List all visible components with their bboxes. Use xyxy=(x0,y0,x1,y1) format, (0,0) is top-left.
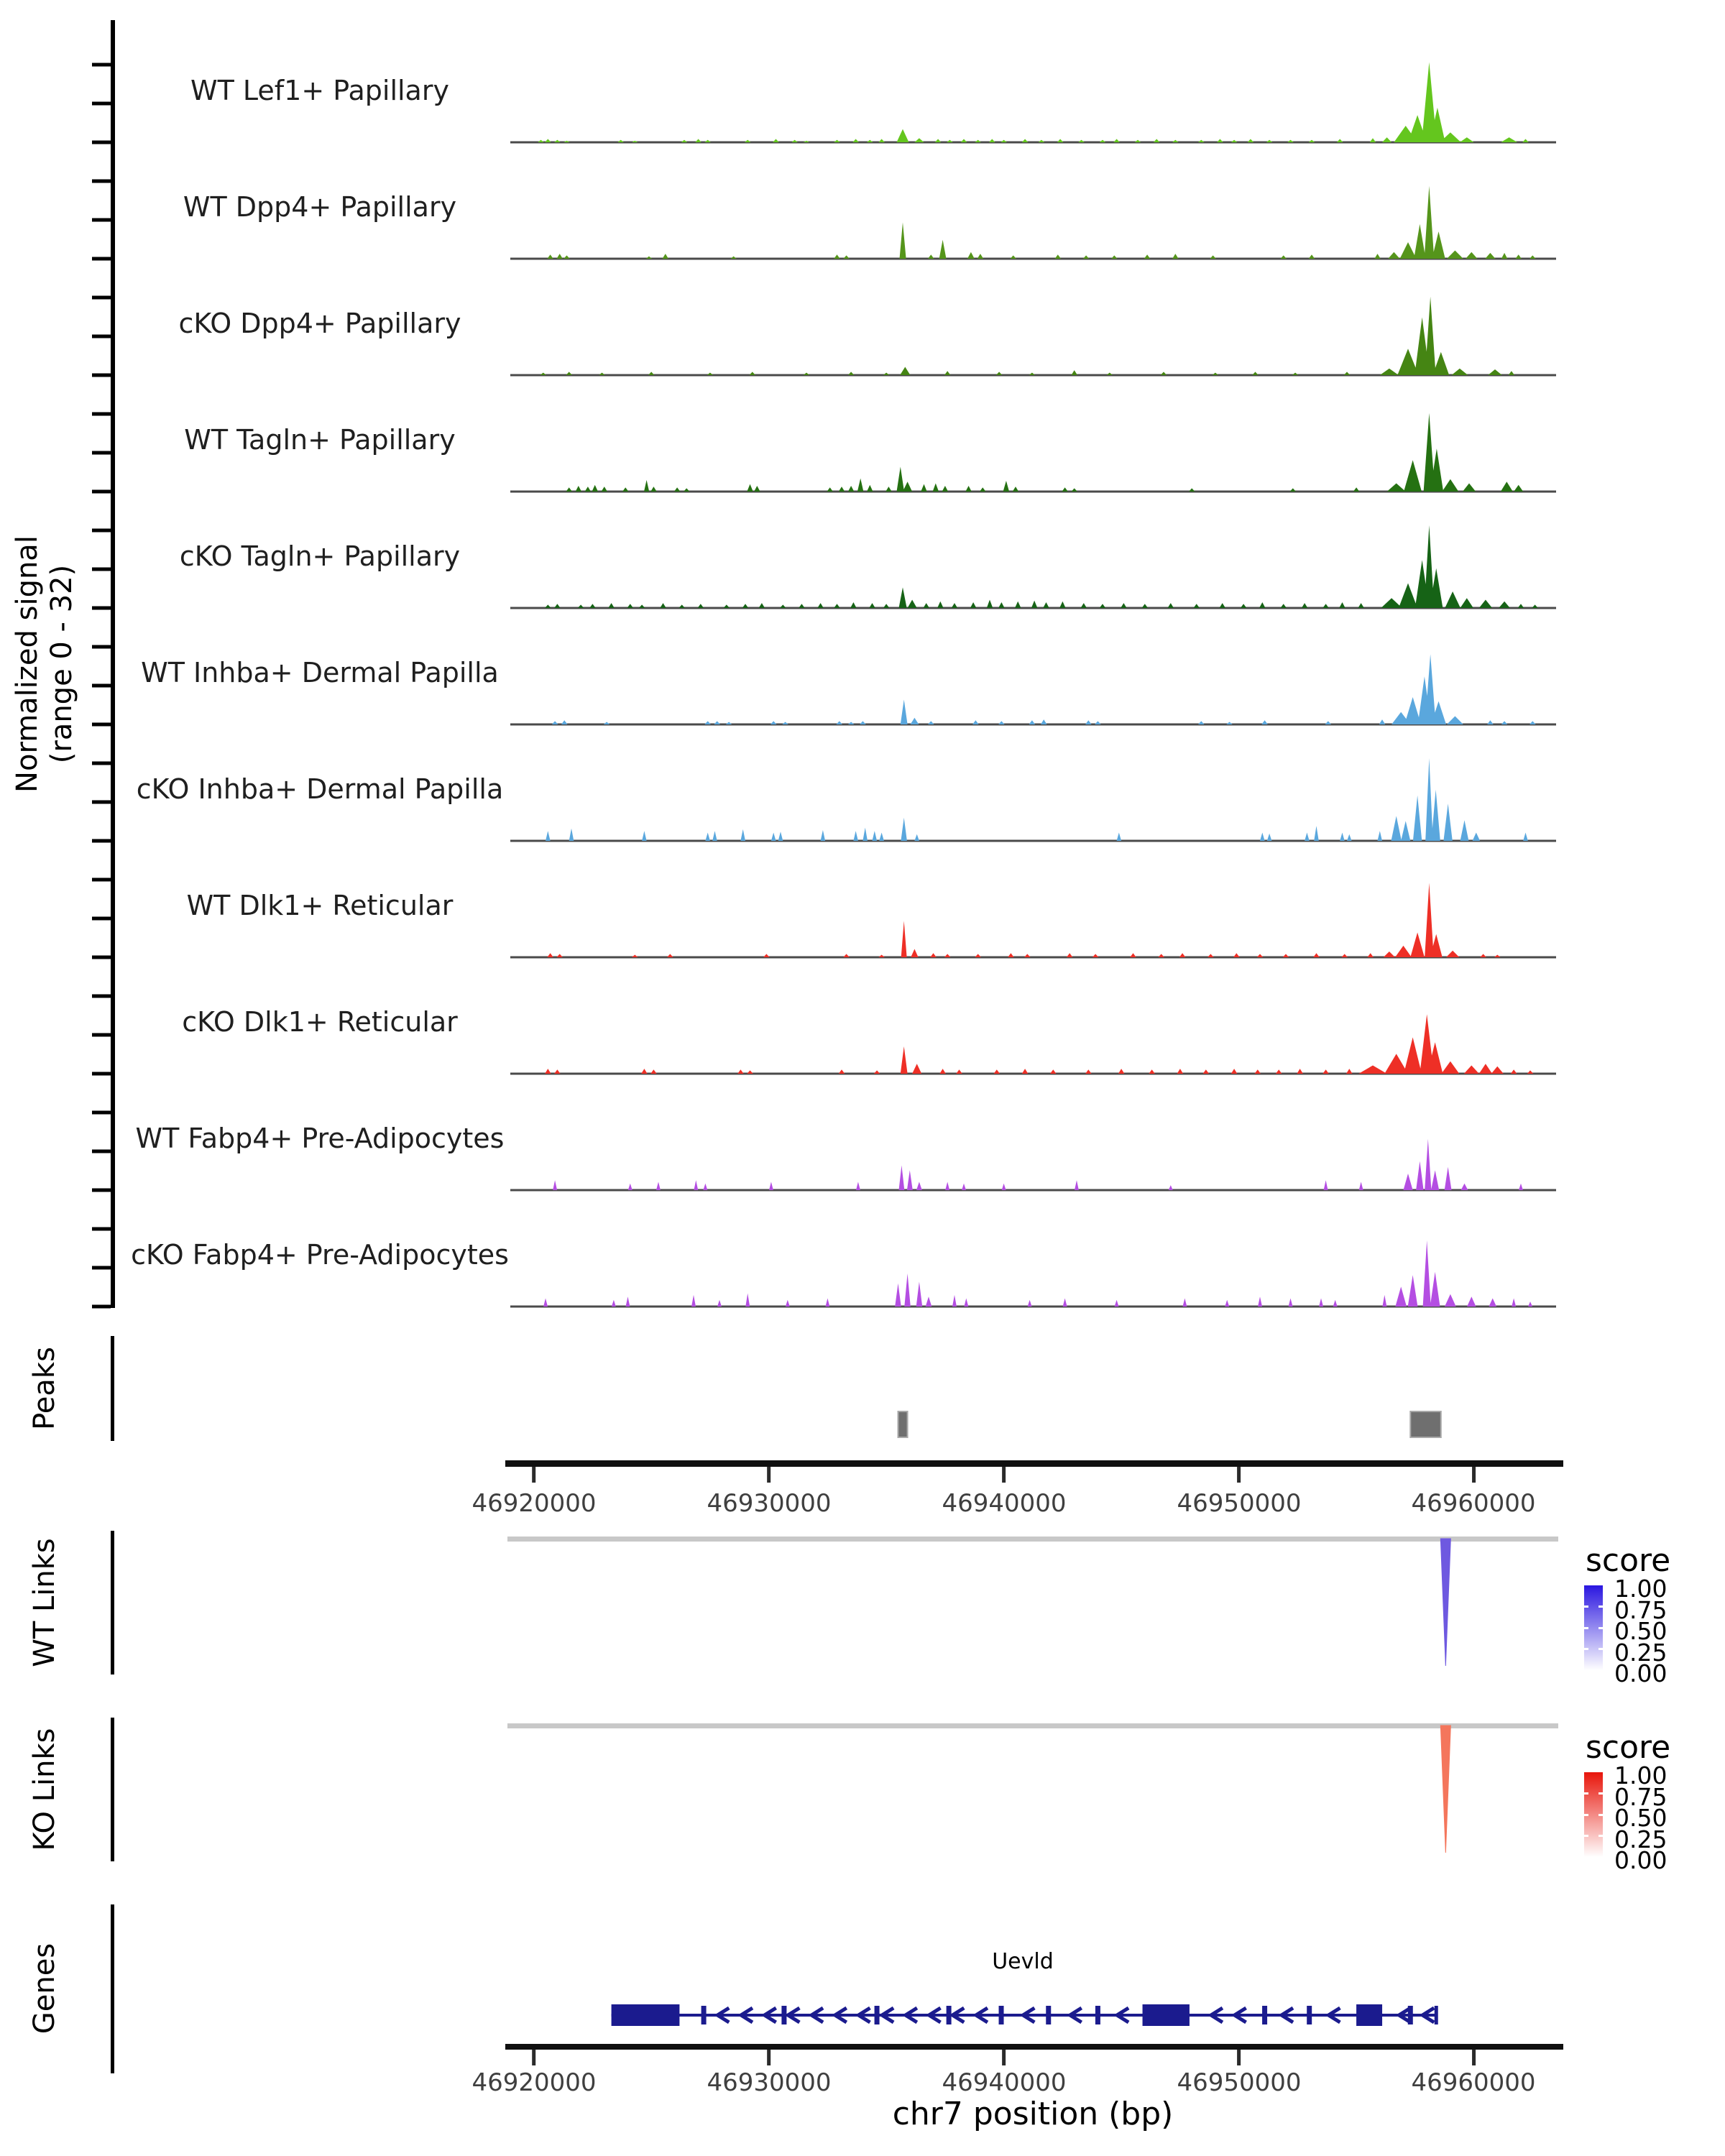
ko-legend-notch xyxy=(1584,1835,1588,1837)
signal-axis-tick xyxy=(92,1033,111,1037)
signal-axis-tick xyxy=(92,568,111,571)
gene-exon-1 xyxy=(1143,2004,1190,2026)
gene-exon-tick xyxy=(702,2006,707,2024)
signal-axis-tick xyxy=(92,102,111,106)
track-label-cko-fabp4-pre-adipocytes: cKO Fabp4+ Pre-Adipocytes xyxy=(131,1239,509,1271)
genomic-axis-2 xyxy=(505,2044,1563,2050)
ko-score-label-000: 0.00 xyxy=(1614,1846,1668,1874)
gene-exon-0 xyxy=(612,2004,680,2026)
axis2-tick-46920000: 46920000 xyxy=(472,2068,597,2097)
signal-axis-title-line1: Normalized signal xyxy=(11,535,44,793)
signal-axis-tick xyxy=(92,1072,111,1076)
axis1-tick-46940000: 46940000 xyxy=(942,1489,1067,1518)
track-label-wt-dpp4-papillary: WT Dpp4+ Papillary xyxy=(183,191,457,223)
axis1-tick-46920000: 46920000 xyxy=(472,1489,597,1518)
track-label-wt-fabp4-pre-adipocytes: WT Fabp4+ Pre-Adipocytes xyxy=(135,1123,505,1154)
signal-axis-tick xyxy=(92,490,111,494)
ko-legend-notch xyxy=(1598,1792,1603,1795)
ko-legend-notch xyxy=(1598,1814,1603,1816)
wt-link-arc xyxy=(1440,1539,1450,1666)
ko-score-label-050: 0.50 xyxy=(1614,1804,1668,1832)
signal-area-cko-fabp4-pre-adipocytes xyxy=(543,1240,1532,1307)
gene-exon-tick xyxy=(947,2006,952,2024)
signal-axis-tick xyxy=(92,1189,111,1192)
signal-axis-tick xyxy=(92,1111,111,1115)
peaks-panel-label: Peaks xyxy=(28,1347,61,1430)
gene-exon-tick xyxy=(1262,2006,1267,2024)
axis2-tick-46950000: 46950000 xyxy=(1177,2068,1302,2097)
gene-exon-tick xyxy=(1046,2006,1051,2024)
ko-legend-notch xyxy=(1584,1792,1588,1795)
track-label-wt-lef1-papillary: WT Lef1+ Papillary xyxy=(190,75,449,106)
ko-score-gradient-bar xyxy=(1584,1772,1603,1857)
axis1-tick-46960000: 46960000 xyxy=(1411,1489,1536,1518)
wt-score-gradient-bar xyxy=(1584,1585,1603,1670)
ko-score-label-100: 1.00 xyxy=(1614,1761,1668,1789)
genomic-axis-2-tick xyxy=(1472,2050,1476,2065)
signal-area-cko-dpp4-papillary xyxy=(540,297,1515,375)
signal-area-cko-inhba-dermal-papilla xyxy=(546,758,1528,841)
signal-axis-tick xyxy=(92,645,111,649)
ko-score-label-075: 0.75 xyxy=(1614,1782,1668,1811)
signal-axis-tick xyxy=(92,762,111,765)
ko-score-label-025: 0.25 xyxy=(1614,1825,1668,1853)
genomic-axis-1 xyxy=(505,1460,1563,1467)
peaks-panel-spine xyxy=(111,1336,114,1441)
wt-legend-notch xyxy=(1584,1627,1588,1629)
peak-interval-0 xyxy=(898,1411,907,1437)
wt-score-label-025: 0.25 xyxy=(1614,1638,1668,1667)
signal-axis-tick xyxy=(92,296,111,300)
gene-name-uevld: Uevld xyxy=(992,1949,1054,1974)
wt-legend-notch xyxy=(1584,1648,1588,1650)
gene-exon-tick xyxy=(875,2006,880,2024)
track-label-cko-dlk1-reticular: cKO Dlk1+ Reticular xyxy=(182,1006,458,1038)
signal-axis-tick xyxy=(92,1150,111,1153)
ko-link-baseline xyxy=(507,1723,1558,1728)
signal-axis-tick xyxy=(92,1305,111,1309)
genomic-axis-2-tick xyxy=(1002,2050,1006,2065)
signal-axis-tick xyxy=(92,141,111,144)
gene-exon-2 xyxy=(1356,2004,1382,2026)
wt-link-baseline xyxy=(507,1537,1558,1542)
wt-legend-notch xyxy=(1584,1606,1588,1608)
track-label-cko-tagln-papillary: cKO Tagln+ Papillary xyxy=(179,540,461,572)
signal-axis-tick xyxy=(92,374,111,377)
track-label-wt-inhba-dermal-papilla: WT Inhba+ Dermal Papilla xyxy=(141,657,499,688)
ko-link-arc xyxy=(1440,1726,1450,1853)
signal-axis-tick xyxy=(92,995,111,998)
ko-score-legend-labels xyxy=(1614,1761,1668,1874)
signal-axis-spine xyxy=(111,20,115,1308)
signal-axis-title-line2: (range 0 - 32) xyxy=(45,564,78,764)
axis1-tick-46930000: 46930000 xyxy=(707,1489,832,1518)
signal-axis-tick xyxy=(92,218,111,222)
ko-links-panel-label: KO Links xyxy=(28,1728,61,1851)
signal-area-wt-fabp4-pre-adipocytes xyxy=(553,1139,1523,1190)
axis2-tick-46960000: 46960000 xyxy=(1411,2068,1536,2097)
ko-legend-notch xyxy=(1584,1814,1588,1816)
signal-axis-tick xyxy=(92,413,111,416)
wt-score-label-075: 0.75 xyxy=(1614,1595,1668,1624)
signal-axis-tick xyxy=(92,607,111,610)
signal-axis-tick xyxy=(92,335,111,338)
peak-interval-1 xyxy=(1410,1411,1441,1437)
ko-link-spine xyxy=(111,1718,114,1861)
signal-axis-title xyxy=(10,535,79,793)
signal-axis-tick xyxy=(92,684,111,688)
ko-legend-notch xyxy=(1598,1835,1603,1837)
wt-links-panel-label: WT Links xyxy=(28,1538,61,1667)
genes-panel-label: Genes xyxy=(28,1943,61,2035)
signal-area-cko-tagln-papillary xyxy=(545,525,1538,608)
signal-area-wt-lef1-papillary xyxy=(538,63,1528,143)
track-label-cko-dpp4-papillary: cKO Dpp4+ Papillary xyxy=(178,308,461,339)
gene-exon-tick xyxy=(1408,2006,1413,2024)
genomic-axis-2-tick xyxy=(767,2050,770,2065)
signal-axis-tick xyxy=(92,180,111,183)
wt-score-label-000: 0.00 xyxy=(1614,1659,1668,1687)
genomic-axis-1-tick xyxy=(1002,1467,1006,1483)
x-axis-title: chr7 position (bp) xyxy=(892,2096,1174,2132)
wt-score-legend-labels xyxy=(1614,1575,1668,1687)
wt-legend-notch xyxy=(1598,1627,1603,1629)
wt-legend-notch xyxy=(1598,1648,1603,1650)
axis2-tick-46940000: 46940000 xyxy=(942,2068,1067,2097)
gene-exon-tick xyxy=(1307,2006,1312,2024)
signal-axis-tick xyxy=(92,723,111,727)
signal-axis-tick xyxy=(92,839,111,843)
signal-axis-tick xyxy=(92,1227,111,1231)
wt-legend-notch xyxy=(1598,1606,1603,1608)
signal-area-wt-dpp4-papillary xyxy=(547,186,1535,259)
genes-panel-spine xyxy=(111,1904,114,2073)
track-label-wt-dlk1-reticular: WT Dlk1+ Reticular xyxy=(186,890,454,921)
wt-score-label-100: 1.00 xyxy=(1614,1575,1668,1603)
signal-axis-tick xyxy=(92,451,111,455)
axis1-tick-46950000: 46950000 xyxy=(1177,1489,1302,1518)
signal-area-wt-tagln-papillary xyxy=(566,413,1524,492)
gene-exon-tick xyxy=(1095,2006,1100,2024)
gene-exon-tick xyxy=(781,2006,786,2024)
signal-axis-tick xyxy=(92,63,111,67)
wt-score-legend-title: score xyxy=(1586,1542,1671,1579)
gene-end-bar xyxy=(1435,2006,1438,2024)
genomic-axis-1-tick xyxy=(532,1467,535,1483)
genomic-axis-2-tick xyxy=(532,2050,535,2065)
ko-score-legend-title: score xyxy=(1586,1729,1671,1766)
signal-axis-tick xyxy=(92,529,111,533)
gene-exon-tick xyxy=(999,2006,1004,2024)
signal-axis-tick xyxy=(92,878,111,882)
genomic-axis-1-tick xyxy=(1472,1467,1476,1483)
axis2-tick-46930000: 46930000 xyxy=(707,2068,832,2097)
track-label-wt-tagln-papillary: WT Tagln+ Papillary xyxy=(184,424,456,456)
wt-link-spine xyxy=(111,1531,114,1674)
signal-axis-tick xyxy=(92,257,111,261)
genomic-axis-1-tick xyxy=(1237,1467,1241,1483)
signal-area-wt-inhba-dermal-papilla xyxy=(552,654,1536,724)
signal-area-wt-dlk1-reticular xyxy=(547,883,1500,958)
signal-axis-tick xyxy=(92,801,111,804)
signal-axis-tick xyxy=(92,1266,111,1270)
genomic-axis-1-tick xyxy=(767,1467,770,1483)
signal-area-cko-dlk1-reticular xyxy=(545,1014,1533,1074)
track-label-cko-inhba-dermal-papilla: cKO Inhba+ Dermal Papilla xyxy=(136,773,504,805)
signal-axis-tick xyxy=(92,956,111,959)
signal-axis-tick xyxy=(92,917,111,921)
genomic-axis-2-tick xyxy=(1237,2050,1241,2065)
signal-baseline-wt-fabp4-pre-adipocytes xyxy=(510,1189,1556,1192)
wt-score-label-050: 0.50 xyxy=(1614,1617,1668,1645)
